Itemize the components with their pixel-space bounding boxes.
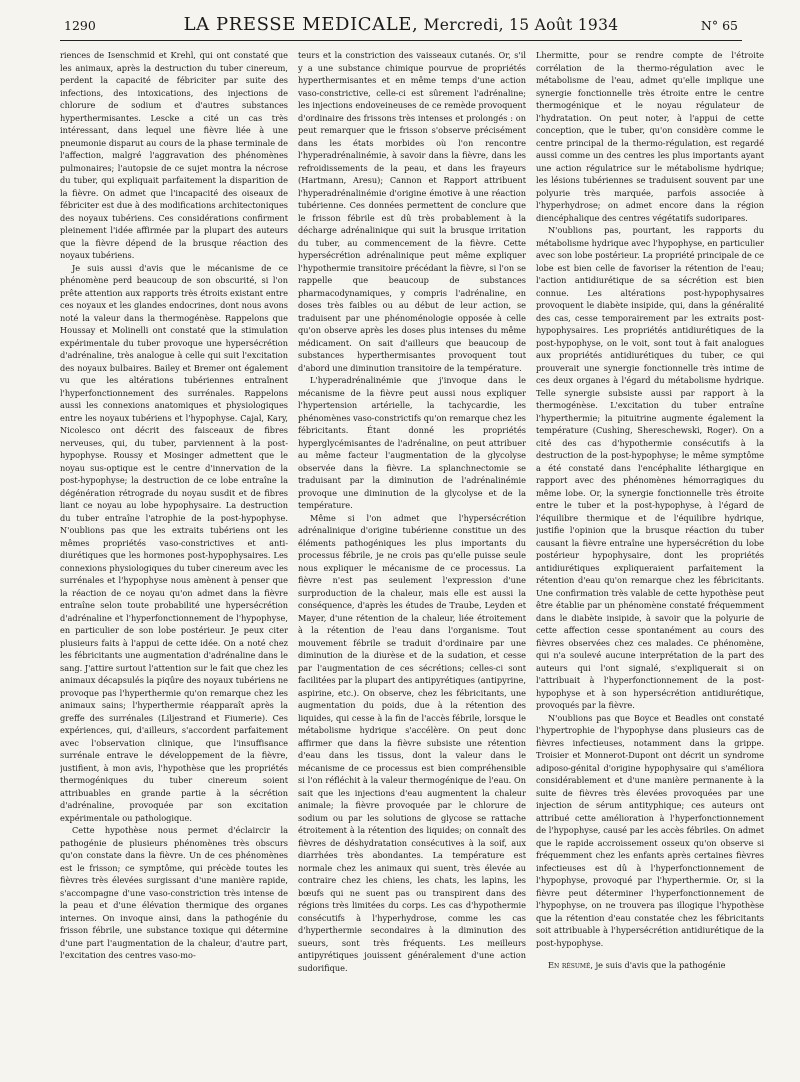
- journal-title: LA PRESSE MEDICALE,: [183, 14, 419, 35]
- paragraph: Cette hypothèse nous permet d'éclaircir la pathogénie de plusieurs phénomènes très obscurs qu'on constate dans la fièvre. Un de ces phénomènes est le frisson; ce symptôme, qui précède toutes les fièvres très élevées surgissant d'une manière rapide, s'accompagne d'une vaso-constriction très intense de la peau et d'une élévation thermique des organes internes. On invoque ainsi, dans la pathogénie du frisson fébrile, une substance toxique qui détermine d'une part l'augmentation de la chaleur, d'autre part, l'excitation des centres vaso-mo-: [60, 825, 288, 960]
- issue-date: Mercredi, 15 Août 1934: [423, 16, 619, 34]
- paragraph: teurs et la constriction des vaisseaux cutanés. Or, s'il y a une substance chimique pourvue de propriétés hyperthermisantes et en même temps d'une action vaso-constrictive, celle-ci est sûrement l'adrénaline; les injections endoveineuses de ce remède provoquent d'ordinaire des frissons très intenses et prolongés : on peut remarquer que le frisson s'observe précisément dans les états morbides où l'on rencontre l'hyperadrénalinémie, à savoir dans la fièvre, dans les refroidissements de la peau, et dans les frayeurs (Hartmann, Aresu); Cannon et Rapport attribuent l'hyperadrénalinémie d'origine émotive à une réaction tubérienne. Ces données permettent de conclure que le frisson fébrile est dû très probablement à la décharge adrénalinique qui suit la brusque irritation du tuber, au commencement de la fièvre. Cette hypersécrétion adrénalinique peut même expliquer l'hypothermie transitoire précédant la fièvre, si l'on se rappelle que beaucoup de substances pharmacodynamiques, y compris l'adrénaline, en doses très faibles ou au début de leur action, se traduisent par une phénoménologie opposée à celle qu'on observe après les doses plus intenses du même médicament. On sait d'ailleurs que beaucoup de substances hyperthermisantes provoquent tout d'abord une diminution transitoire de la température.: [298, 50, 526, 373]
- page-number: 1290: [64, 18, 96, 33]
- header-rule: [60, 40, 742, 41]
- paragraph: L'hyperadrénalinémie que j'invoque dans le mécanisme de la fièvre peut aussi nous expliquer l'hypertension artérielle, la tachycardie, les phénomènes vaso-constrictifs qu'on remarque chez les fébricitants. Étant donné les propriétés hyperglycémisantes de l'adrénaline, on peut attribuer au même facteur l'augmentation de la glycolyse observée dans la fièvre. La splanchnectomie se traduisant par la diminution de l'adrénalinémie provoque une diminution de la glycolyse et de la température.: [298, 375, 526, 510]
- summary-paragraph: [536, 959, 764, 972]
- paragraph: N'oublions pas, pourtant, les rapports du métabolisme hydrique avec l'hypophyse, en particulier avec son lobe postérieur. La propriété principale de ce lobe est bien celle de favoriser la rétention de l'eau; l'action antidiurétique de sa sécrétion est bien connue. Les altérations post-hypophysaires provoquent le diabète insipide, qui, dans la généralité des cas, cesse temporairement par les extraits post-hypophysaires. Les propriétés antidiurétiques de la post-hypophyse, on le voit, sont tout à fait analogues aux propriétés antidiurétiques du tuber, ce qui prouverait une synergie fonctionnelle très intime de ces deux organes à l'égard du métabolisme hydrique. Telle synergie subsiste aussi par rapport à la thermogénèse. L'excitation du tuber entraîne l'hyperthermie; la pituitrine augmente également la température (Cushing, Shereschewski, Roger). On a cité des cas d'hypothermie consécutifs à la destruction de la post-hypophyse; le même symptôme a été constaté dans l'encéphalite léthargique en rapport avec des phénomènes hémorragiques du même lobe. Or, la synergie fonctionnelle très étroite entre le tuber et la post-hypophyse, à l'égard de l'équilibre thermique et de l'équilibre hydrique, justifie l'opinion que la brusque réaction du tuber causant la fièvre entraîne une hypersécrétion du lobe postérieur hypophysaire, dont les propriétés antidiurétiques expliqueraient parfaitement la rétention d'eau qu'on remarque chez les fébricitants. Une confirmation très valable de cette hypothèse peut être établie par un phénomène constaté fréquemment dans le diabète insipide, à savoir que la polyurie de cette affection cesse spontanément au cours des fièvres observées chez ces malades. Ce phénomène, qui n'a soulevé aucune interprétation de la part des auteurs qui l'ont signalé, s'expliquerait si on l'attribuait à l'hyperfonctionnement de la post-hypophyse et à son hypersécrétion antidiurétique, provoqués par la fièvre.: [536, 225, 764, 710]
- summary-lead: En résumé,: [548, 960, 594, 970]
- issue-number: N° 65: [700, 18, 738, 33]
- masthead: [60, 14, 742, 35]
- text-column-2: [298, 49, 526, 1049]
- summary-text: je suis d'avis que la pathogénie: [593, 960, 726, 970]
- text-column-1: [60, 49, 288, 1049]
- text-column-3: [536, 49, 764, 1049]
- page-header: [60, 14, 742, 40]
- paragraph: N'oublions pas que Boyce et Beadles ont constaté l'hypertrophie de l'hypophyse dans plusieurs cas de fièvres infectieuses, notamment dans la grippe. Troisier et Monnerot-Dupont ont décrit un syndrome adiposo-génital d'origine hypophysaire qui s'améliora considérablement et d'une manière permanente à la suite de fièvres très élevées provoquées par une injection de sérum antityphique; ces auteurs ont attribué cette amélioration à l'hyperfonctionnement de l'hypophyse, causé par les accès fébriles. On admet que le rapide accroissement osseux qu'on observe si fréquemment chez les enfants après certaines fièvres infectieuses est dû à l'hyperfonctionnement de l'hypophyse, provoqué par l'hyperthermie. Or, si la fièvre peut déterminer l'hyperfonctionnement de l'hypophyse, on ne trouvera pas illogique l'hypothèse que la rétention d'eau constatée chez les fébricitants soit attribuable à l'hypersécrétion antidiurétique de la post-hypophyse.: [536, 712, 764, 948]
- paragraph: riences de Isenschmid et Krehl, qui ont constaté que les animaux, après la destruction du tuber cinereum, perdent la capacité de fébriciter par suite des infections, des intoxications, des injections de chlorure de sodium et d'autres substances hyperthermisantes. Lescke a cité un cas très intéressant, dans lequel une fièvre liée à une pneumonie disparut au cours de la phase terminale de l'affection, malgré l'aggravation des phénomènes pulmonaires; l'autopsie de ce sujet montra la nécrose du tuber, qui expliquait parfaitement la disparition de la fièvre. On admet que l'incapacité des oiseaux de fébriciter est due à des modifications architectoniques des noyaux tubériens. Ces considérations confirment pleinement l'idée affirmée par la plupart des auteurs que la fièvre dépend de la brusque réaction des noyaux tubériens.: [60, 50, 288, 260]
- paragraph: Lhermitte, pour se rendre compte de l'étroite corrélation de la thermo-régulation avec le métabolisme de l'eau, admet qu'elle implique une synergie fonctionnelle très étroite entre le centre thermogénique et le noyau régulateur de l'hydratation. On peut noter, à l'appui de cette conception, que le tuber, qu'on considère comme le centre principal de la thermo-régulation, est regardé aussi comme un des centres les plus importants ayant une action régulatrice sur le métabolisme hydrique; les lésions tubériennes se traduisent souvent par une polyurie très marquée, parfois associée à l'hyperhydrose; on admet encore dans la région diencéphalique des centres végétatifs sudoripares.: [536, 50, 764, 223]
- paragraph: Même si l'on admet que l'hypersécrétion adrénalinique d'origine tubérienne constitue un des éléments pathogéniques les plus importants du processus fébrile, je ne crois pas qu'elle puisse seule nous expliquer le mécanisme de ce processus. La fièvre n'est pas seulement l'expression d'une surproduction de la chaleur, mais elle est aussi la conséquence, d'après les études de Traube, Leyden et Mayer, d'une rétention de la chaleur, liée étroitement à la rétention de l'eau dans l'organisme. Tout mouvement fébrile se traduit d'ordinaire par une diminution de la diurèse et de la sudation, et cesse par l'augmentation de ces sécrétions; celles-ci sont facilitées par la plupart des antipyrétiques (antipyrine, aspirine, etc.). On observe, chez les fébricitants, une augmentation du poids, due à la rétention des liquides, qui cesse à la fin de l'accès fébrile, lorsque le métabolisme hydrique s'accélère. On peut donc affirmer que dans la fièvre subsiste une rétention d'eau dans les tissus, dont la valeur dans le mécanisme de ce processus est bien compréhensible si l'on réfléchit à la valeur thermogénique de l'eau. On sait que les injections d'eau augmentent la chaleur animale; la fièvre provoquée par le chlorure de sodium ou par les solutions de glycose se rattache étroitement à la rétention des liquides; on connaît des fièvres de déshydratation consécutives à la soif, aux diarrhées très abondantes. La température est normale chez les animaux qui suent, très élevée au contraire chez les chiens, les chats, les lapins, les bœufs qui ne suent pas ou transpirent dans des régions très limitées du corps. Les cas d'hypothermie consécutifs à l'hyperhydrose, comme les cas d'hyperthermie secondaires à la diminution des sueurs, sont très fréquents. Les meilleurs antipyrétiques jouissent généralement d'une action sudorifique.: [298, 512, 526, 973]
- paragraph: Je suis aussi d'avis que le mécanisme de ce phénomène perd beaucoup de son obscurité, si l'on prête attention aux rapports très étroits existant entre ces noyaux et les glandes endocrines, dont nous avons noté la valeur dans la thermogénèse. Rappelons que Houssay et Molinelli ont constaté que la stimulation expérimentale du tuber provoque une hypersécrétion d'adrénaline, très analogue à celle qui suit l'excitation des noyaux bulbaires. Bailey et Bremer ont également vu que les altérations tubériennes entraînent l'hyperfonctionnement des surrénales. Rappelons aussi les connexions anatomiques et physiologiques entre les noyaux tubériens et l'hypophyse. Cajal, Kary, Nicolesco ont décrit des faisceaux de fibres nerveuses, qui, du tuber, parviennent à la post-hypophyse. Roussy et Mosinger admettent que le noyau sus-optique est le centre d'innervation de la post-hypophyse; la destruction de ce lobe entraîne la dégénération rétrograde du noyau susdit et de fibres liant ce noyau au lobe hypophysaire. La destruction du tuber entraîne l'atrophie de la post-hypophyse. N'oublions pas que les extraits tubériens ont les mêmes propriétés vaso-constrictives et anti-diurétiques que les hormones post-hypophysaires. Les connexions physiologiques du tuber cinereum avec les surrénales et l'hypophyse nous amènent à penser que la réaction de ce noyau qu'on admet dans la fièvre entraîne selon toute probabilité une hypersécrétion d'adrénaline et l'hyperfonctionnement de l'hypophyse, en particulier de son lobe postérieur. Je peux citer plusieurs faits à l'appui de cette idée. On a noté chez les fébricitants une augmentation d'adrénaline dans le sang. J'attire surtout l'attention sur le fait que chez les animaux décapsulés la piqûre des noyaux tubériens ne provoque pas l'hyperthermie qu'on remarque chez les animaux sains; l'hyperthermie réapparaît après la greffe des surrénales (Liljestrand et Fiumerie). Ces expériences, qui, d'ailleurs, s'accordent parfaitement avec l'observation clinique, que l'insuffisance surrénale entrave le développement de la fièvre, justifient, à mon avis, l'hypothèse que les propriétés thermogéniques du tuber cinereum soient attribuables en grande partie à la sécrétion d'adrénaline, provoquée par son excitation expérimentale ou pathologique.: [60, 262, 288, 823]
